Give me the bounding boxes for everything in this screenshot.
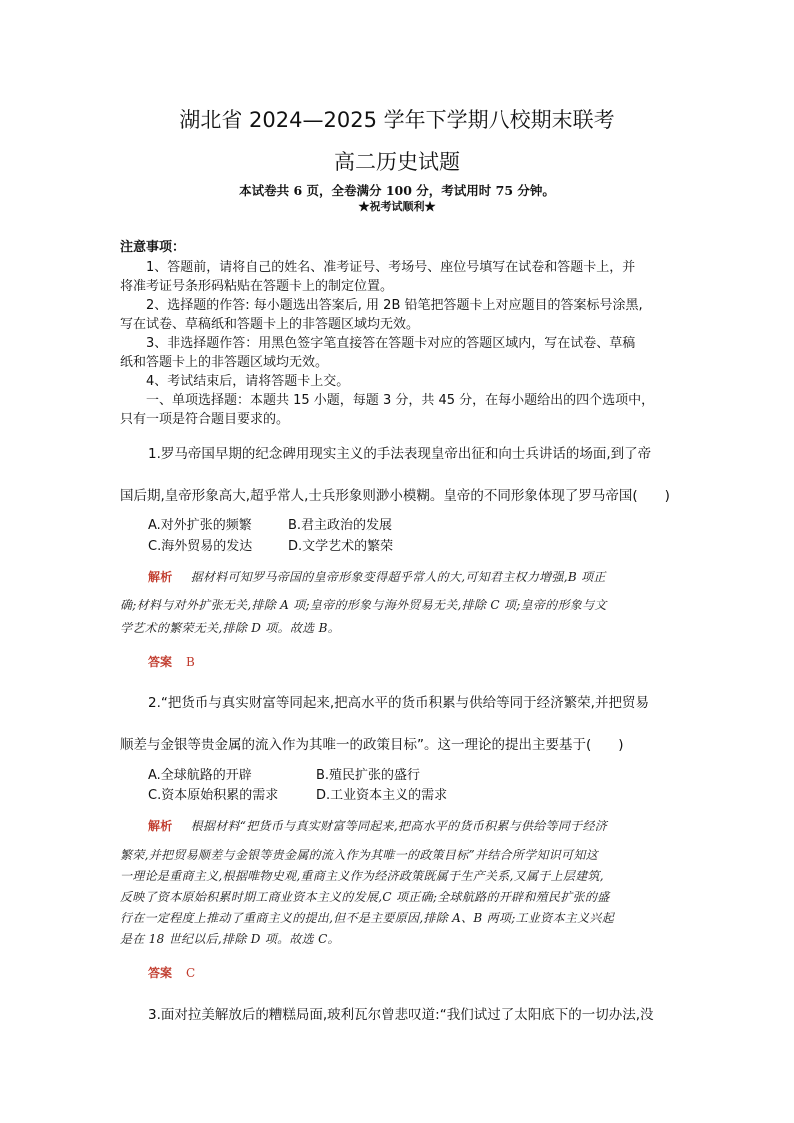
question-1-option-b: B.君主政治的发展 bbox=[288, 518, 393, 533]
question-2-stem: 顺差与金银等贵金属的流入作为其唯一的政策目标”。这一理论的提出主要基于( ) bbox=[120, 737, 624, 753]
notes-line: 2、选择题的作答: 每小题选出答案后, 用 2B 铅笔把答题卡上对应题目的答案标号涂黑, bbox=[146, 298, 643, 313]
question-2-option-b: B.殖民扩张的盛行 bbox=[316, 768, 421, 783]
analysis-text: 学艺术的繁荣无关,排除 D 项。故选 B。 bbox=[120, 621, 340, 635]
exam-meta: 本试卷共 6 页，全卷满分 100 分，考试用时 75 分钟。 bbox=[239, 183, 555, 198]
question-1-analysis bbox=[148, 568, 606, 585]
question-1-option-c: C.海外贸易的发达 bbox=[148, 539, 253, 554]
question-1-option-d: D.文学艺术的繁荣 bbox=[288, 539, 394, 554]
question-3-stem: 3.面对拉美解放后的糟糕局面,玻利瓦尔曾悲叹道:“我们试过了太阳底下的一切办法,没 bbox=[148, 1007, 654, 1023]
analysis-label: 解析 bbox=[148, 819, 173, 833]
question-1-stem: 国后期,皇帝形象高大,超乎常人,士兵形象则渺小模糊。皇帝的不同形象体现了罗马帝国( ) bbox=[120, 488, 670, 504]
analysis-label: 解析 bbox=[148, 570, 173, 584]
analysis-text: 反映了资本原始积累时期工商业资本主义的发展,C 项正确;全球航路的开辟和殖民扩张的盛 bbox=[120, 890, 610, 904]
question-2-answer bbox=[148, 962, 195, 981]
question-1-stem: 1.罗马帝国早期的纪念碑用现实主义的手法表现皇帝出征和向士兵讲话的场面,到了帝 bbox=[148, 446, 652, 462]
analysis-text: 一理论是重商主义,根据唯物史观,重商主义作为经济政策既属于生产关系,又属于上层建筑, bbox=[120, 869, 604, 883]
analysis-text: 是在 18 世纪以后,排除 D 项。故选 C。 bbox=[120, 932, 340, 946]
section-intro: 一、单项选择题：本题共 15 小题，每题 3 分，共 45 分，在每小题给出的四个选项中， bbox=[146, 393, 655, 408]
notes-line: 纸和答题卡上的非答题区域均无效。 bbox=[120, 355, 329, 370]
question-2-option-a: A.全球航路的开辟 bbox=[148, 768, 252, 783]
notes-heading: 注意事项： bbox=[120, 240, 186, 255]
question-1-answer bbox=[148, 651, 195, 670]
notes-line: 1、答题前，请将自己的姓名、准考证号、考场号、座位号填写在试卷和答题卡上，并 bbox=[146, 260, 636, 275]
analysis-text: 确;材料与对外扩张无关,排除 A 项;皇帝的形象与海外贸易无关,排除 C 项;皇帝的形象与文 bbox=[120, 598, 607, 612]
question-2-option-c: C.资本原始积累的需求 bbox=[148, 788, 279, 803]
exam-subtitle: 高二历史试题 bbox=[334, 150, 460, 174]
exam-title: 湖北省 2024—2025 学年下学期八校期末联考 bbox=[179, 108, 615, 132]
analysis-text: 根据材料“把货币与真实财富等同起来,把高水平的货币积累与供给等同于经济 bbox=[190, 819, 608, 833]
question-2-analysis bbox=[148, 817, 607, 834]
section-intro: 只有一项是符合题目要求的。 bbox=[120, 412, 290, 427]
analysis-text: 行在一定程度上推动了重商主义的提出,但不是主要原因,排除 A、B 两项;工业资本主义兴起 bbox=[120, 911, 614, 925]
notes-line: 将准考证号条形码粘贴在答题卡上的制定位置。 bbox=[120, 279, 394, 294]
notes-line: 3、非选择题作答：用黑色签字笔直接答在答题卡对应的答题区域内，写在试卷、草稿 bbox=[146, 336, 636, 351]
answer-label: 答案 bbox=[148, 655, 173, 669]
notes-line: 4、考试结束后，请将答题卡上交。 bbox=[146, 374, 350, 389]
question-2-option-d: D.工业资本主义的需求 bbox=[316, 788, 448, 803]
question-1-option-a: A.对外扩张的频繁 bbox=[148, 518, 252, 533]
answer-value: B bbox=[186, 655, 195, 669]
notes-line: 写在试卷、草稿纸和答题卡上的非答题区域均无效。 bbox=[120, 317, 420, 332]
question-2-stem: 2.“把货币与真实财富等同起来,把高水平的货币积累与供给等同于经济繁荣,并把贸易 bbox=[148, 695, 649, 711]
answer-value: C bbox=[186, 966, 196, 980]
analysis-text: 据材料可知罗马帝国的皇帝形象变得超乎常人的大,可知君主权力增强,B 项正 bbox=[190, 570, 606, 584]
exam-wish: ★祝考试顺利★ bbox=[358, 200, 436, 213]
answer-label: 答案 bbox=[148, 966, 173, 980]
analysis-text: 繁荣,并把贸易顺差与金银等贵金属的流入作为其唯一的政策目标”并结合所学知识可知这 bbox=[120, 848, 598, 862]
